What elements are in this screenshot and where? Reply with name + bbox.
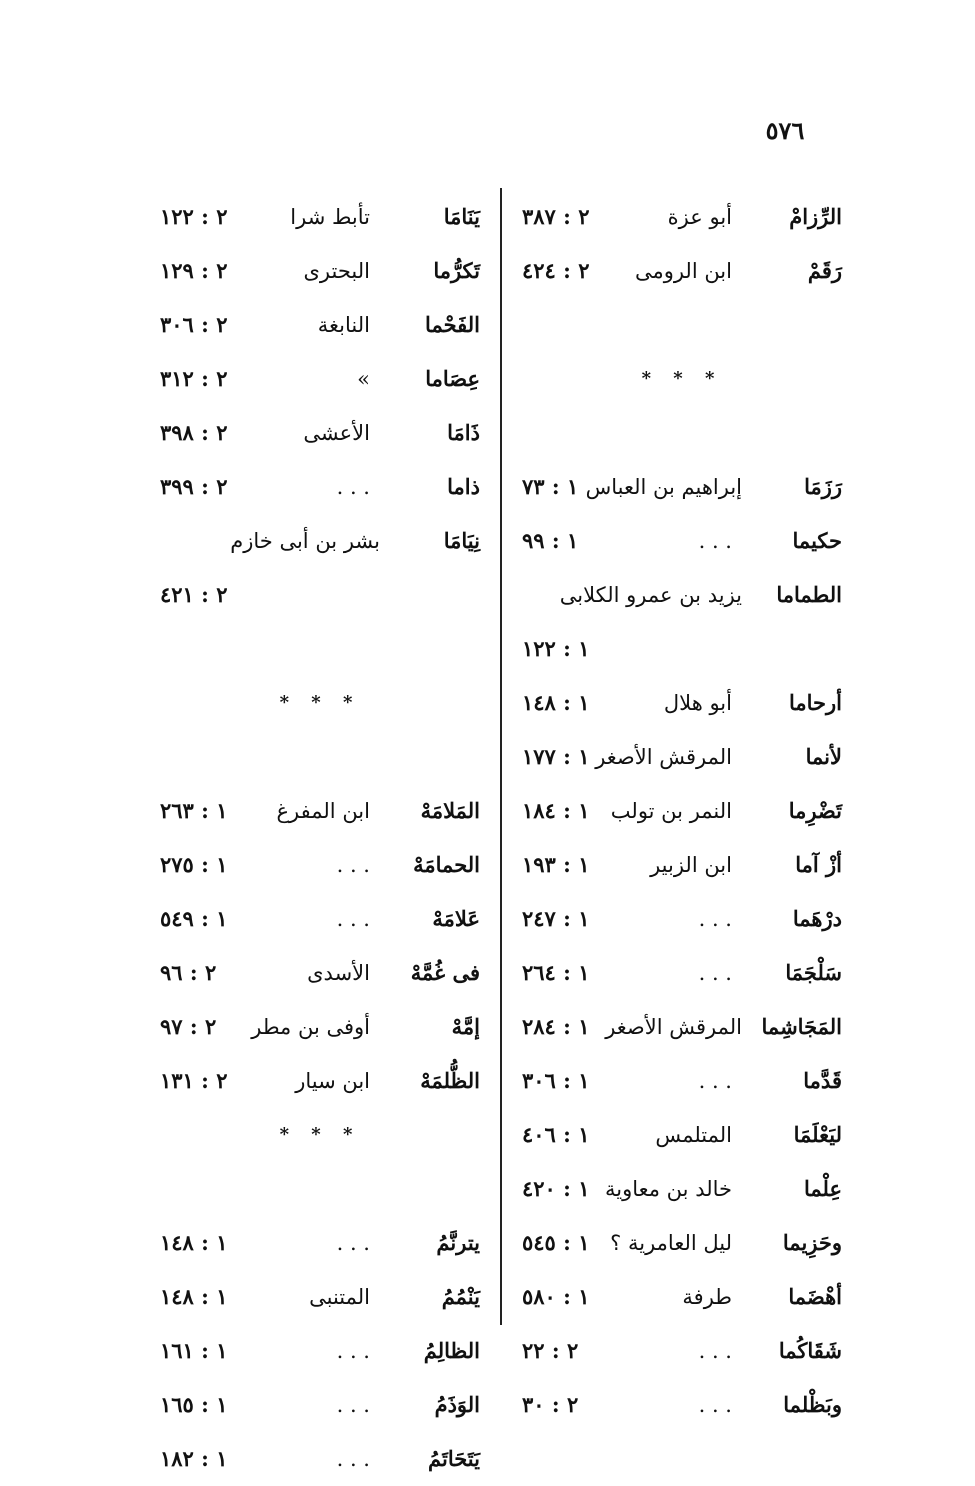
poet-name: . . . <box>336 1339 370 1363</box>
rhyme-word: المَجَاشِما <box>761 1014 842 1039</box>
volume-page-ref: ٢ : ٣٠٦ <box>160 312 228 337</box>
poet-name: ابن سيار <box>295 1069 370 1093</box>
entry-row <box>522 1216 842 1270</box>
rhyme-word: عِلْما <box>803 1176 842 1201</box>
rhyme-word: الظالِمُ <box>423 1338 480 1363</box>
volume-page-ref: ١ : ٧٣ <box>522 474 579 499</box>
volume-page-ref: ١ : ١٤٨ <box>522 690 590 715</box>
entry-row <box>160 1432 480 1486</box>
poet-name: . . . <box>698 1393 732 1417</box>
poet-name: بشر بن أبى خازم <box>230 529 380 553</box>
rhyme-word: رَقَمْ <box>807 258 842 283</box>
entry-row <box>522 190 842 244</box>
volume-page-ref: ١ : ٢٧٥ <box>160 852 228 877</box>
entry-row <box>522 730 842 784</box>
entry-row <box>160 838 480 892</box>
rhyme-word: أزْ آما <box>795 852 842 877</box>
entry-row <box>160 946 480 1000</box>
poet-name: البحترى <box>303 259 370 283</box>
spacer <box>522 406 842 460</box>
poet-name: المتلمس <box>655 1123 732 1147</box>
poet-name: الأعشى <box>303 421 370 445</box>
volume-page-ref: ١ : ١٧٧ <box>522 744 590 769</box>
poet-name: ليل العامرية ؟ <box>610 1231 732 1255</box>
rhyme-word: وحَزِيما <box>782 1230 842 1255</box>
entry-row <box>160 1216 480 1270</box>
entry-row <box>522 244 842 298</box>
rhyme-word: تَضْرِما <box>788 798 842 823</box>
entry-row <box>160 406 480 460</box>
entry-row <box>522 892 842 946</box>
volume-page-ref: ١ : ٢٨٤ <box>522 1014 590 1039</box>
rhyme-word: شَقَاكُما <box>778 1338 842 1363</box>
poet-name: الأسدى <box>307 961 370 985</box>
poet-name: خالد بن معاوية <box>604 1177 732 1201</box>
rhyme-word: نِيَامَا <box>443 528 480 553</box>
volume-page-ref: ١ : ٢٤٧ <box>522 906 590 931</box>
entry-row <box>522 676 842 730</box>
column-divider <box>500 188 502 1325</box>
entry-row <box>522 1270 842 1324</box>
volume-page-ref: ٢ : ١٢٢ <box>160 204 228 229</box>
entry-row <box>522 1378 842 1432</box>
volume-page-ref: ١ : ٥٤٥ <box>522 1230 590 1255</box>
entry-row <box>160 514 480 568</box>
volume-page-ref: ١ : ١٦٥ <box>160 1392 228 1417</box>
entry-row <box>160 1270 480 1324</box>
poet-name: النابغة <box>317 313 370 337</box>
rhyme-word: أرحاما <box>788 690 842 715</box>
poet-name: . . . <box>698 1339 732 1363</box>
entry-row <box>522 460 842 514</box>
poet-name: أبو عزة <box>667 205 732 229</box>
volume-page-ref: ١ : ٥٤٩ <box>160 906 228 931</box>
volume-page-ref: ٢ : ٣١٢ <box>160 366 228 391</box>
rhyme-word: الظُّلمَهْ <box>420 1068 480 1093</box>
entry-row <box>160 190 480 244</box>
rhyme-word: يَتَحَاتَمُ <box>428 1446 480 1471</box>
volume-page-ref: ١ : ٢٦٤ <box>522 960 590 985</box>
entry-row <box>160 1324 480 1378</box>
rhyme-word: درْهَما <box>792 906 842 931</box>
entry-row <box>522 1162 842 1216</box>
poet-name: طرفة <box>682 1285 732 1309</box>
volume-page-ref: ٢ : ٣٠ <box>522 1392 579 1417</box>
rhyme-word: حكيما <box>792 528 842 553</box>
entry-row <box>522 1324 842 1378</box>
entry-row <box>160 1054 480 1108</box>
rhyme-word: قَدَّما <box>803 1068 842 1093</box>
poet-name: . . . <box>336 475 370 499</box>
volume-page-ref: ١ : ١٩٣ <box>522 852 590 877</box>
volume-page-ref: ١ : ١٤٨ <box>160 1230 228 1255</box>
rhyme-word: عِصَاما <box>425 366 480 391</box>
volume-page-ref: ٢ : ٣٩٩ <box>160 474 228 499</box>
spacer <box>160 730 480 784</box>
rhyme-word: أهْضَما <box>788 1284 842 1309</box>
volume-page-ref: ١ : ٥٨٠ <box>522 1284 590 1309</box>
rhyme-word: لأنما <box>805 744 842 769</box>
volume-page-ref: ١ : ١٨٢ <box>160 1446 228 1471</box>
spacer <box>160 622 480 676</box>
poet-name: المرقش الأصغر <box>605 1015 742 1039</box>
rhyme-word: ليَعْلَمَا <box>793 1122 842 1147</box>
entry-row <box>522 1054 842 1108</box>
entry-row <box>160 460 480 514</box>
poet-name: تأبط شرا <box>290 205 370 229</box>
entry-row <box>522 838 842 892</box>
volume-page-ref: ٢ : ١٢٩ <box>160 258 228 283</box>
poet-name: المتنبى <box>309 1285 370 1309</box>
right-column <box>522 190 842 1432</box>
volume-page-ref: ٢ : ٩٦ <box>160 960 217 985</box>
poet-name: أبو هلال <box>663 691 732 715</box>
rhyme-word: وبَظْلما <box>783 1392 842 1417</box>
rhyme-word: الحمامَهْ <box>413 852 480 877</box>
volume-page-ref: ٢ : ٤٢٤ <box>522 258 590 283</box>
poet-name: ابن المفرغ <box>276 799 370 823</box>
volume-page-ref: ١ : ١٦١ <box>160 1338 228 1363</box>
entry-row <box>522 568 842 622</box>
volume-page-ref: ٢ : ٩٧ <box>160 1014 217 1039</box>
volume-page-ref: ١ : ١٤٨ <box>160 1284 228 1309</box>
entry-row <box>522 1108 842 1162</box>
poet-name: ابن الزبير <box>650 853 732 877</box>
poet-name: يزيد بن عمرو الكلابى <box>559 583 742 607</box>
entry-row <box>522 946 842 1000</box>
volume-page-ref: ١ : ٤٢٠ <box>522 1176 590 1201</box>
entry-row <box>160 1378 480 1432</box>
entry-row <box>160 298 480 352</box>
entry-row <box>160 784 480 838</box>
poet-name: . . . <box>336 907 370 931</box>
poet-name: . . . <box>336 853 370 877</box>
poet-name: » <box>357 367 370 391</box>
poet-name: المرقش الأصغر <box>595 745 732 769</box>
spacer <box>160 1162 480 1216</box>
entry-row <box>160 1000 480 1054</box>
rhyme-word: يَنَامَا <box>443 204 480 229</box>
rhyme-word: ذاما <box>447 474 480 499</box>
entry-row <box>160 892 480 946</box>
poet-name: . . . <box>698 1069 732 1093</box>
spacer <box>522 298 842 352</box>
page-number: ٥٧٦ <box>765 116 805 145</box>
rhyme-word: عَلامَهْ <box>432 906 480 931</box>
entry-row <box>522 1000 842 1054</box>
section-separator: * * * <box>641 368 723 389</box>
entry-row <box>522 784 842 838</box>
rhyme-word: الفَحْما <box>425 312 480 337</box>
rhyme-word: الوَذَمُ <box>434 1392 480 1417</box>
poet-name: النمر بن تولب <box>610 799 732 823</box>
section-separator: * * * <box>279 1124 361 1145</box>
rhyme-word: ذَامَا <box>447 420 480 445</box>
poet-name: إبراهيم بن العباس <box>585 475 742 499</box>
poet-name: . . . <box>698 907 732 931</box>
volume-page-ref: ١ : ٩٩ <box>522 528 579 553</box>
poet-name: . . . <box>698 529 732 553</box>
rhyme-word: فى غُمَّهْ <box>410 960 480 985</box>
rhyme-word: الرِّزامْ <box>789 204 842 229</box>
rhyme-word: سَلْجَمَا <box>785 960 842 985</box>
entry-row <box>522 622 842 676</box>
volume-page-ref: ١ : ١٢٢ <box>522 636 590 661</box>
volume-page-ref: ١ : ٣٠٦ <box>522 1068 590 1093</box>
entry-row <box>160 244 480 298</box>
poet-name: . . . <box>336 1447 370 1471</box>
poet-name: أوفى بن مطر <box>251 1015 370 1039</box>
entry-row <box>160 352 480 406</box>
poet-name: . . . <box>336 1393 370 1417</box>
rhyme-word: تَكرُّما <box>433 258 480 283</box>
volume-page-ref: ٢ : ٤٢١ <box>160 582 228 607</box>
volume-page-ref: ٢ : ٣٨٧ <box>522 204 590 229</box>
volume-page-ref: ١ : ٢٦٣ <box>160 798 228 823</box>
rhyme-word: المَلامَهْ <box>420 798 480 823</box>
volume-page-ref: ٢ : ٣٩٨ <box>160 420 228 445</box>
rhyme-word: يترنَّمُ <box>436 1230 480 1255</box>
poet-name: . . . <box>336 1231 370 1255</box>
rhyme-word: يَنْمُمُ <box>441 1284 480 1309</box>
volume-page-ref: ٢ : ٢٢ <box>522 1338 579 1363</box>
volume-page-ref: ١ : ٤٠٦ <box>522 1122 590 1147</box>
poet-name: ابن الرومى <box>634 259 732 283</box>
rhyme-word: الطماما <box>776 582 842 607</box>
left-column <box>160 190 480 1486</box>
volume-page-ref: ١ : ١٨٤ <box>522 798 590 823</box>
entry-row <box>160 568 480 622</box>
rhyme-word: إمَّهْ <box>451 1014 480 1039</box>
section-separator: * * * <box>279 692 361 713</box>
poet-name: . . . <box>698 961 732 985</box>
rhyme-word: رَزَمَا <box>804 474 842 499</box>
entry-row <box>522 514 842 568</box>
volume-page-ref: ٢ : ١٣١ <box>160 1068 228 1093</box>
